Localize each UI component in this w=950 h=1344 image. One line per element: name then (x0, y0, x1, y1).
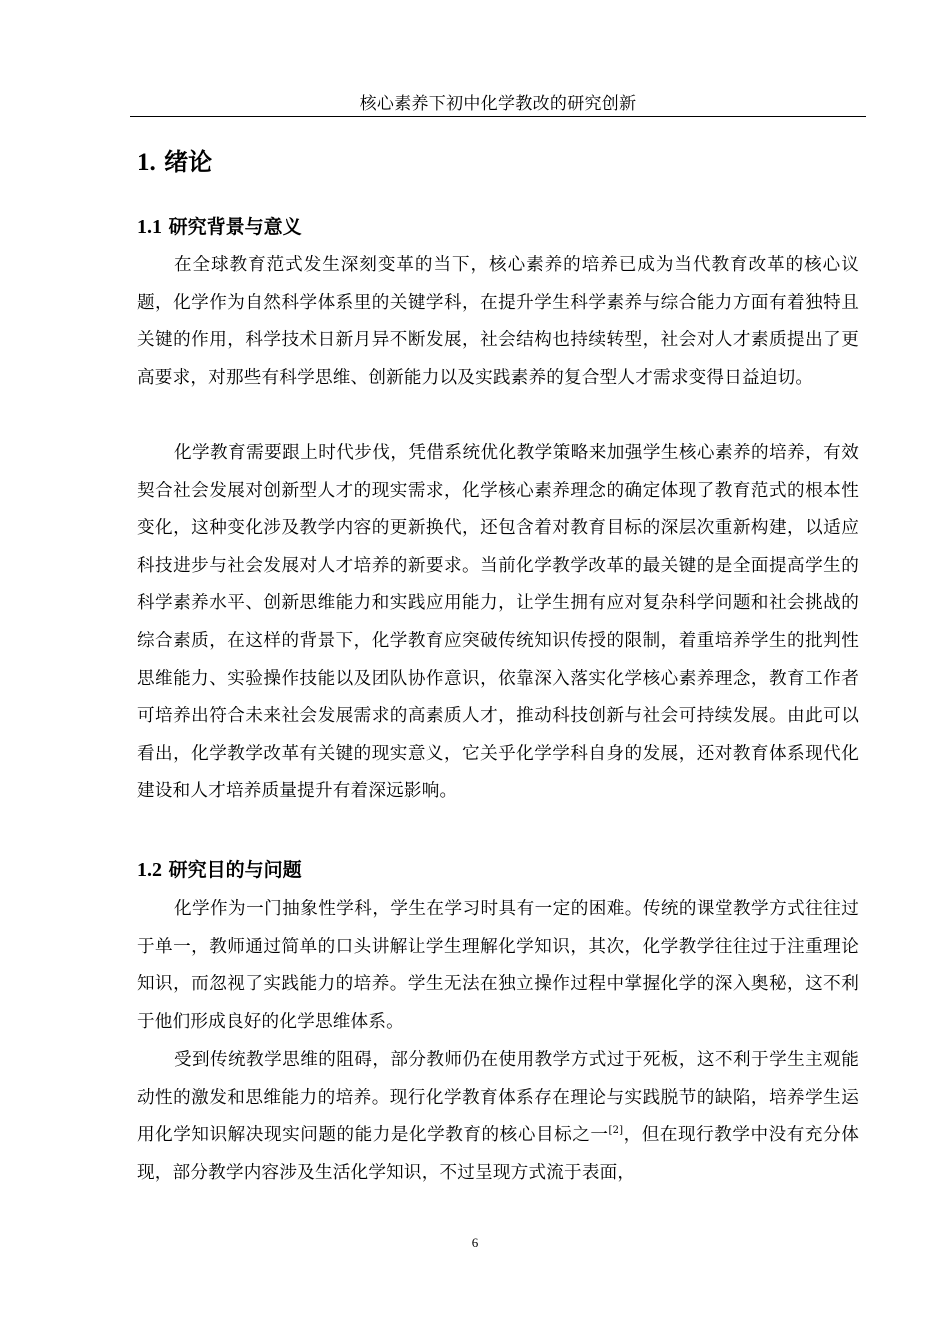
section-heading-1-1 (137, 213, 302, 241)
section-title: 研究目的与问题 (168, 859, 302, 881)
paragraph-with-citation (137, 1042, 859, 1192)
paragraph: 在全球教育范式发生深刻变革的当下，核心素养的培养已成为当代教育改革的核心议题，化学作为自然科学体系里的关键学科，在提升学生科学素养与综合能力方面有着独特且关键的作用，科学技术日新月异不断发展，社会结构也持续转型，社会对人才素质提出了更高要求，对那些有科学思维、创新能力以及实践素养的复合型人才需求变得日益迫切。 (137, 255, 859, 388)
running-header: 核心素养下初中化学教改的研究创新 (359, 94, 637, 114)
paragraph: 化学作为一门抽象性学科，学生在学习时具有一定的困难。传统的课堂教学方式往往过于单一，教师通过简单的口头讲解让学生理解化学知识，其次，化学教学往往过于注重理论知识，而忽视了实践能力的培养。学生无法在独立操作过程中掌握化学的深入奥秘，这不利于他们形成良好的化学思维体系。 (137, 899, 859, 1032)
section-number: 1.2 (137, 859, 162, 881)
chapter-title: 绪论 (164, 148, 213, 176)
citation-ref[interactable]: [2] (608, 1125, 624, 1137)
section-number: 1.1 (137, 216, 162, 238)
paragraph-text: ，但在现行教学中没有充分体现，部分教学内容涉及生活化学知识，不过呈现方式流于表面， (137, 1125, 859, 1183)
chapter-heading (137, 145, 212, 180)
paragraph-text: 受到传统教学思维的阻碍，部分教师仍在使用教学方式过于死板，这不利于学生主观能动性的激发和思维能力的培养。现行化学教育体系存在理论与实践脱节的缺陷，培养学生运用化学知识解决现实问题的能力是化学教育的核心目标之一 (137, 1050, 859, 1146)
header-rule (130, 116, 866, 117)
paragraph: 化学教育需要跟上时代步伐，凭借系统优化教学策略来加强学生核心素养的培养，有效契合社会发展对创新型人才的现实需求，化学核心素养理念的确定体现了教育范式的根本性变化，这种变化涉及教学内容的更新换代，还包含着对教育目标的深层次重新构建，以适应科技进步与社会发展对人才培养的新要求。当前化学教学改革的最关键的是全面提高学生的科学素养水平、创新思维能力和实践应用能力，让学生拥有应对复杂科学问题和社会挑战的综合素质，在这样的背景下，化学教育应突破传统知识传授的限制，着重培养学生的批判性思维能力、实验操作技能以及团队协作意识，依靠深入落实化学核心素养理念，教育工作者可培养出符合未来社会发展需求的高素质人才，推动科技创新与社会可持续发展。由此可以看出，化学教学改革有关键的现实意义，它关乎化学学科自身的发展，还对教育体系现代化建设和人才培养质量提升有着深远影响。 (137, 443, 859, 802)
section-heading-1-2 (137, 856, 302, 884)
chapter-number: 1. (137, 149, 156, 176)
page-number: 6 (471, 1235, 479, 1250)
section-title: 研究背景与意义 (168, 216, 302, 238)
